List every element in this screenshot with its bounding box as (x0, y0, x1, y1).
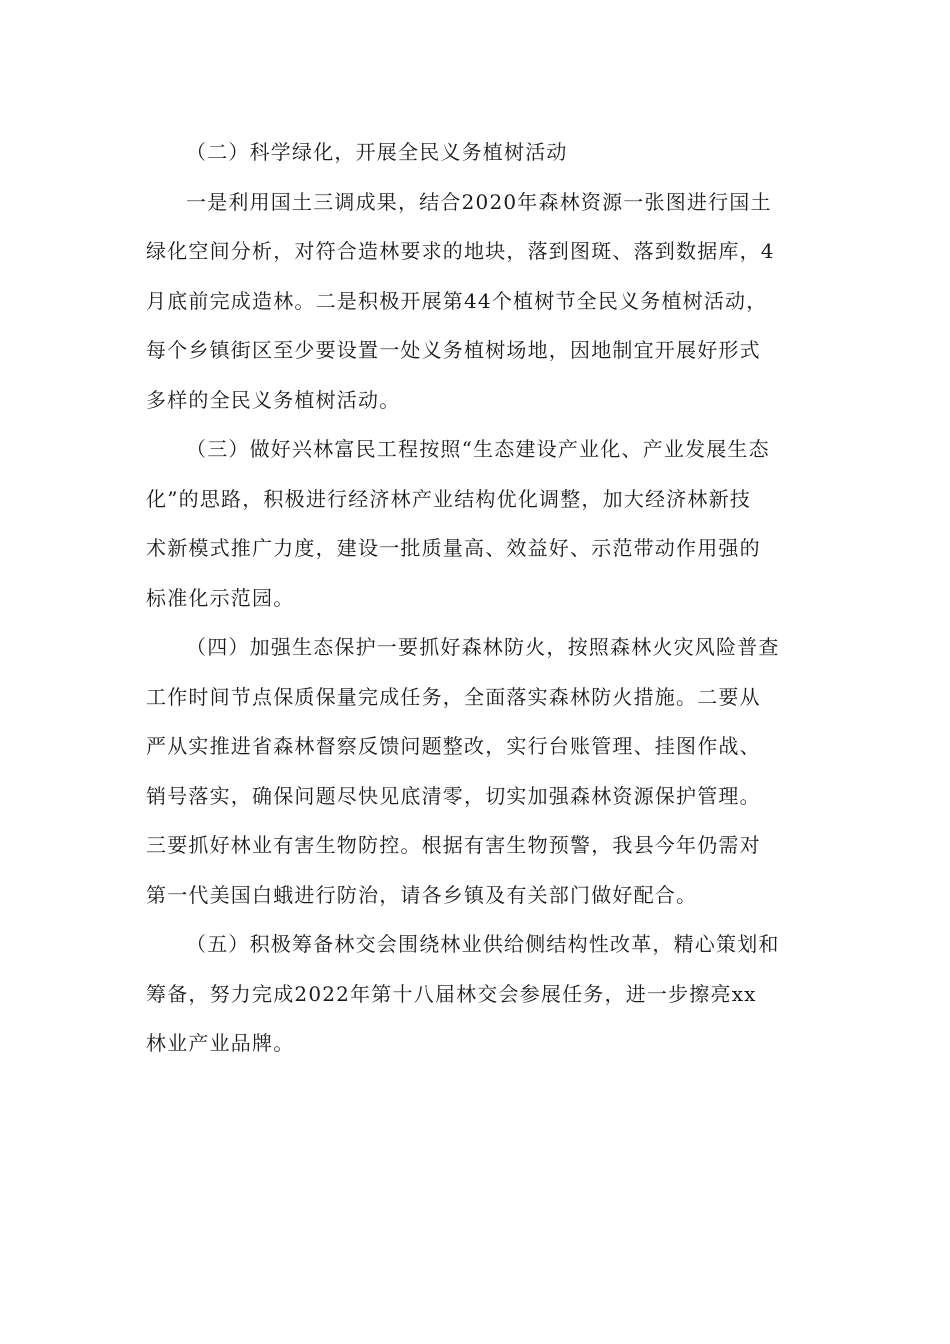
text-line: （四）加强生态保护一要抓好森林防火，按照森林火灾风险普查 (186, 635, 780, 659)
document-body (146, 128, 806, 1069)
text-line: 绿化空间分析，对符合造林要求的地块，落到图斑、落到数据库，4 (146, 239, 775, 263)
text-line: 每个乡镇街区至少要设置一处义务植树场地，因地制宜开展好形式 (146, 338, 761, 362)
text-line: 化”的思路，积极进行经济林产业结构优化调整，加大经济林新技 (146, 486, 752, 511)
text-line: 林业产业品牌。 (146, 1031, 295, 1055)
paragraph-section-5 (146, 920, 806, 1069)
text-line: 多样的全民义务植树活动。 (146, 387, 401, 412)
text-line: 工作时间节点保质保量完成任务，全面落实森林防火措施。二要从 (146, 684, 761, 709)
paragraph-section-2-body (146, 178, 806, 426)
text-line: 月底前完成造林。二是积极开展第44个植树节全民义务植树活动， (146, 288, 768, 313)
text-line: 三要抓好林业有害生物防控。根据有害生物预警，我县今年仍需对 (146, 833, 761, 857)
text-line: 第一代美国白蛾进行防治，请各乡镇及有关部门做好配合。 (146, 882, 698, 907)
text-line: 销号落实，确保问题尽快见底清零，切实加强森林资源保护管理。 (146, 783, 761, 808)
text-line: 筹备，努力完成2022年第十八届林交会参展任务，进一步擦亮xx (146, 981, 757, 1006)
paragraph-section-4 (146, 623, 806, 920)
paragraph-section-3 (146, 425, 806, 623)
text-line: （二）科学绿化，开展全民义务植树活动 (186, 140, 568, 164)
paragraph-section-2-heading (146, 128, 806, 178)
text-line: （五）积极筹备林交会围绕林业供给侧结构性改革，精心策划和 (186, 932, 780, 956)
text-line: 术新模式推广力度，建设一批质量高、效益好、示范带动作用强的 (146, 536, 761, 560)
text-line: 严从实推进省森林督察反馈问题整改，实行台账管理、挂图作战、 (146, 734, 761, 758)
text-line: 标准化示范园。 (146, 585, 295, 610)
text-line: （三）做好兴林富民工程按照“生态建设产业化、产业发展生态 (186, 437, 770, 461)
text-line: 一是利用国土三调成果，结合2020年森林资源一张图进行国土 (186, 189, 772, 214)
